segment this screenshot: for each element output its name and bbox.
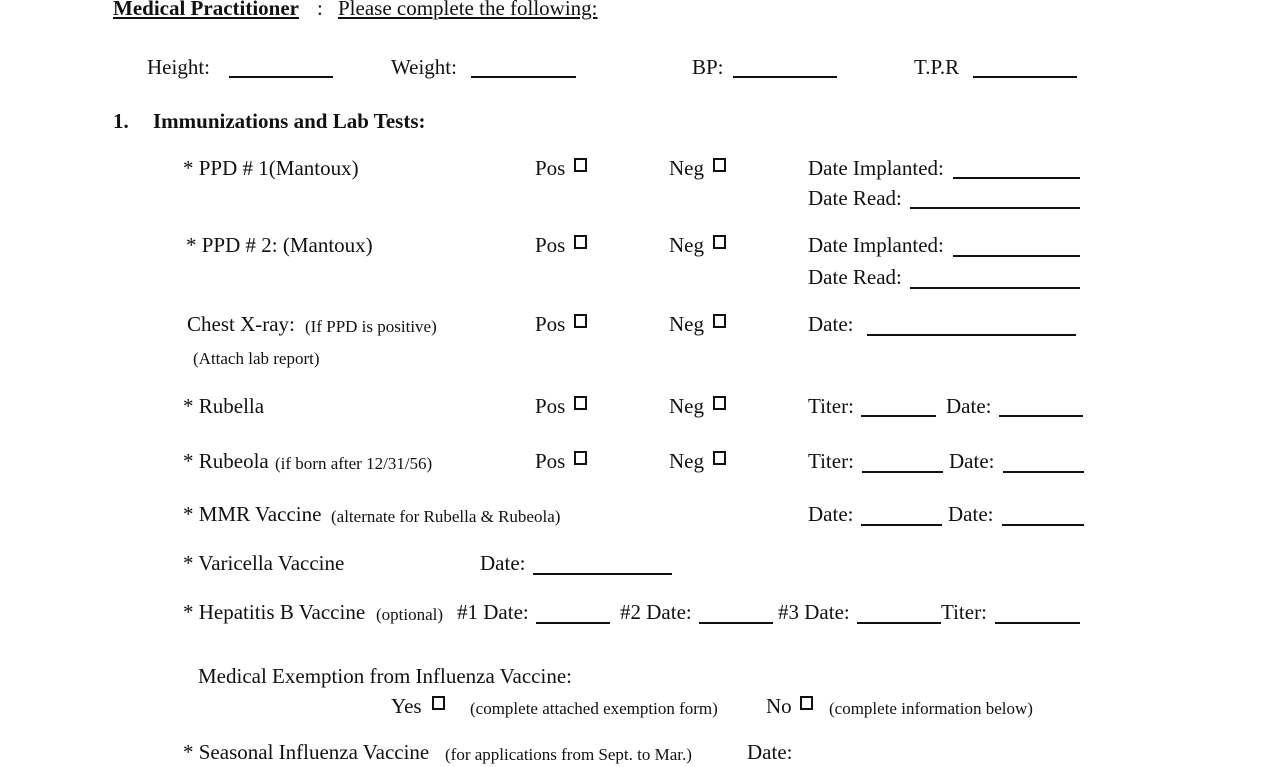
hepb-titer-field[interactable] [995, 622, 1080, 624]
xray-label: Chest X-ray: [187, 312, 295, 336]
rubella-titer-field[interactable] [861, 415, 936, 417]
exemption-yes-note: (complete attached exemption form) [470, 699, 718, 718]
hepb-titer-label: Titer: [941, 600, 987, 624]
ppd2-neg-label: Neg [669, 233, 704, 257]
bp-label: BP: [692, 55, 724, 79]
seasonal-date-label: Date: [747, 740, 793, 764]
mmr-date1-field[interactable] [861, 524, 942, 526]
seasonal-label: * Seasonal Influenza Vaccine [183, 740, 430, 764]
xray-pos-checkbox[interactable] [574, 314, 587, 328]
rubella-pos-label: Pos [535, 394, 566, 418]
xray-date-field[interactable] [867, 334, 1076, 336]
bp-field[interactable] [733, 76, 837, 78]
rubella-titer-label: Titer: [808, 394, 854, 418]
rubella-date-field[interactable] [999, 415, 1083, 417]
hepb-date3-field[interactable] [857, 622, 941, 624]
ppd1-label: * PPD # 1(Mantoux) [183, 156, 359, 180]
weight-field[interactable] [471, 76, 576, 78]
mmr-note: (alternate for Rubella & Rubeola) [331, 507, 561, 526]
mmr-label: * MMR Vaccine [183, 502, 322, 526]
rubeola-note: (if born after 12/31/56) [275, 454, 433, 473]
ppd1-date-implanted-field[interactable] [953, 177, 1080, 179]
rubeola-pos-checkbox[interactable] [574, 451, 587, 465]
rubeola-date-label: Date: [949, 449, 995, 473]
ppd1-date-read-field[interactable] [910, 207, 1080, 209]
ppd2-date-implanted-label: Date Implanted: [808, 233, 944, 257]
hepb-date1-field[interactable] [536, 622, 610, 624]
varicella-date-label: Date: [480, 551, 526, 575]
rubeola-titer-label: Titer: [808, 449, 854, 473]
xray-pos-label: Pos [535, 312, 566, 336]
ppd1-neg-checkbox[interactable] [713, 158, 726, 172]
rubeola-pos-label: Pos [535, 449, 566, 473]
varicella-date-field[interactable] [533, 573, 672, 575]
exemption-yes-checkbox[interactable] [432, 696, 445, 710]
height-label: Height: [147, 55, 210, 79]
ppd2-label: * PPD # 2: (Mantoux) [186, 233, 373, 257]
hepb-date1-label: #1 Date: [457, 600, 529, 624]
hepb-date3-label: #3 Date: [778, 600, 850, 624]
ppd1-date-read-label: Date Read: [808, 186, 902, 210]
exemption-no-label: No [766, 694, 792, 718]
tpr-field[interactable] [973, 76, 1077, 78]
rubella-date-label: Date: [946, 394, 992, 418]
ppd2-date-read-label: Date Read: [808, 265, 902, 289]
rubeola-neg-label: Neg [669, 449, 704, 473]
section-title: Medical Practitioner [113, 0, 300, 20]
mmr-date2-label: Date: [948, 502, 994, 526]
varicella-label: * Varicella Vaccine [183, 551, 345, 575]
weight-label: Weight: [391, 55, 457, 79]
ppd2-neg-checkbox[interactable] [713, 235, 726, 249]
rubeola-label: * Rubeola [183, 449, 269, 473]
xray-attach-note: (Attach lab report) [193, 349, 320, 368]
ppd1-pos-label: Pos [535, 156, 566, 180]
xray-note: (If PPD is positive) [305, 317, 437, 336]
hepb-date2-field[interactable] [699, 622, 773, 624]
hepb-label: * Hepatitis B Vaccine [183, 600, 366, 624]
ppd1-date-implanted-label: Date Implanted: [808, 156, 944, 180]
exemption-title: Medical Exemption from Influenza Vaccine: [198, 664, 572, 688]
height-field[interactable] [229, 76, 333, 78]
section-heading: Immunizations and Lab Tests: [153, 109, 426, 133]
xray-neg-checkbox[interactable] [713, 314, 726, 328]
rubella-label: * Rubella [183, 394, 265, 418]
mmr-date1-label: Date: [808, 502, 854, 526]
hepb-note: (optional) [376, 605, 444, 624]
ppd1-pos-checkbox[interactable] [574, 158, 587, 172]
hepb-date2-label: #2 Date: [620, 600, 692, 624]
exemption-no-note: (complete information below) [829, 699, 1033, 718]
ppd1-neg-label: Neg [669, 156, 704, 180]
rubella-neg-label: Neg [669, 394, 704, 418]
rubella-pos-checkbox[interactable] [574, 396, 587, 410]
rubeola-date-field[interactable] [1003, 471, 1084, 473]
instruction-text: Please complete the following: [338, 0, 598, 20]
seasonal-note: (for applications from Sept. to Mar.) [445, 745, 692, 764]
exemption-yes-label: Yes [391, 694, 422, 718]
title-colon: : [317, 0, 323, 20]
ppd2-pos-label: Pos [535, 233, 566, 257]
rubella-neg-checkbox[interactable] [713, 396, 726, 410]
rubeola-neg-checkbox[interactable] [713, 451, 726, 465]
exemption-no-checkbox[interactable] [800, 696, 813, 710]
section-number: 1. [113, 109, 129, 133]
rubeola-titer-field[interactable] [862, 471, 943, 473]
ppd2-date-implanted-field[interactable] [953, 255, 1080, 257]
mmr-date2-field[interactable] [1002, 524, 1084, 526]
ppd2-pos-checkbox[interactable] [574, 235, 587, 249]
tpr-label: T.P.R [914, 55, 960, 79]
xray-neg-label: Neg [669, 312, 704, 336]
xray-date-label: Date: [808, 312, 854, 336]
ppd2-date-read-field[interactable] [910, 287, 1080, 289]
